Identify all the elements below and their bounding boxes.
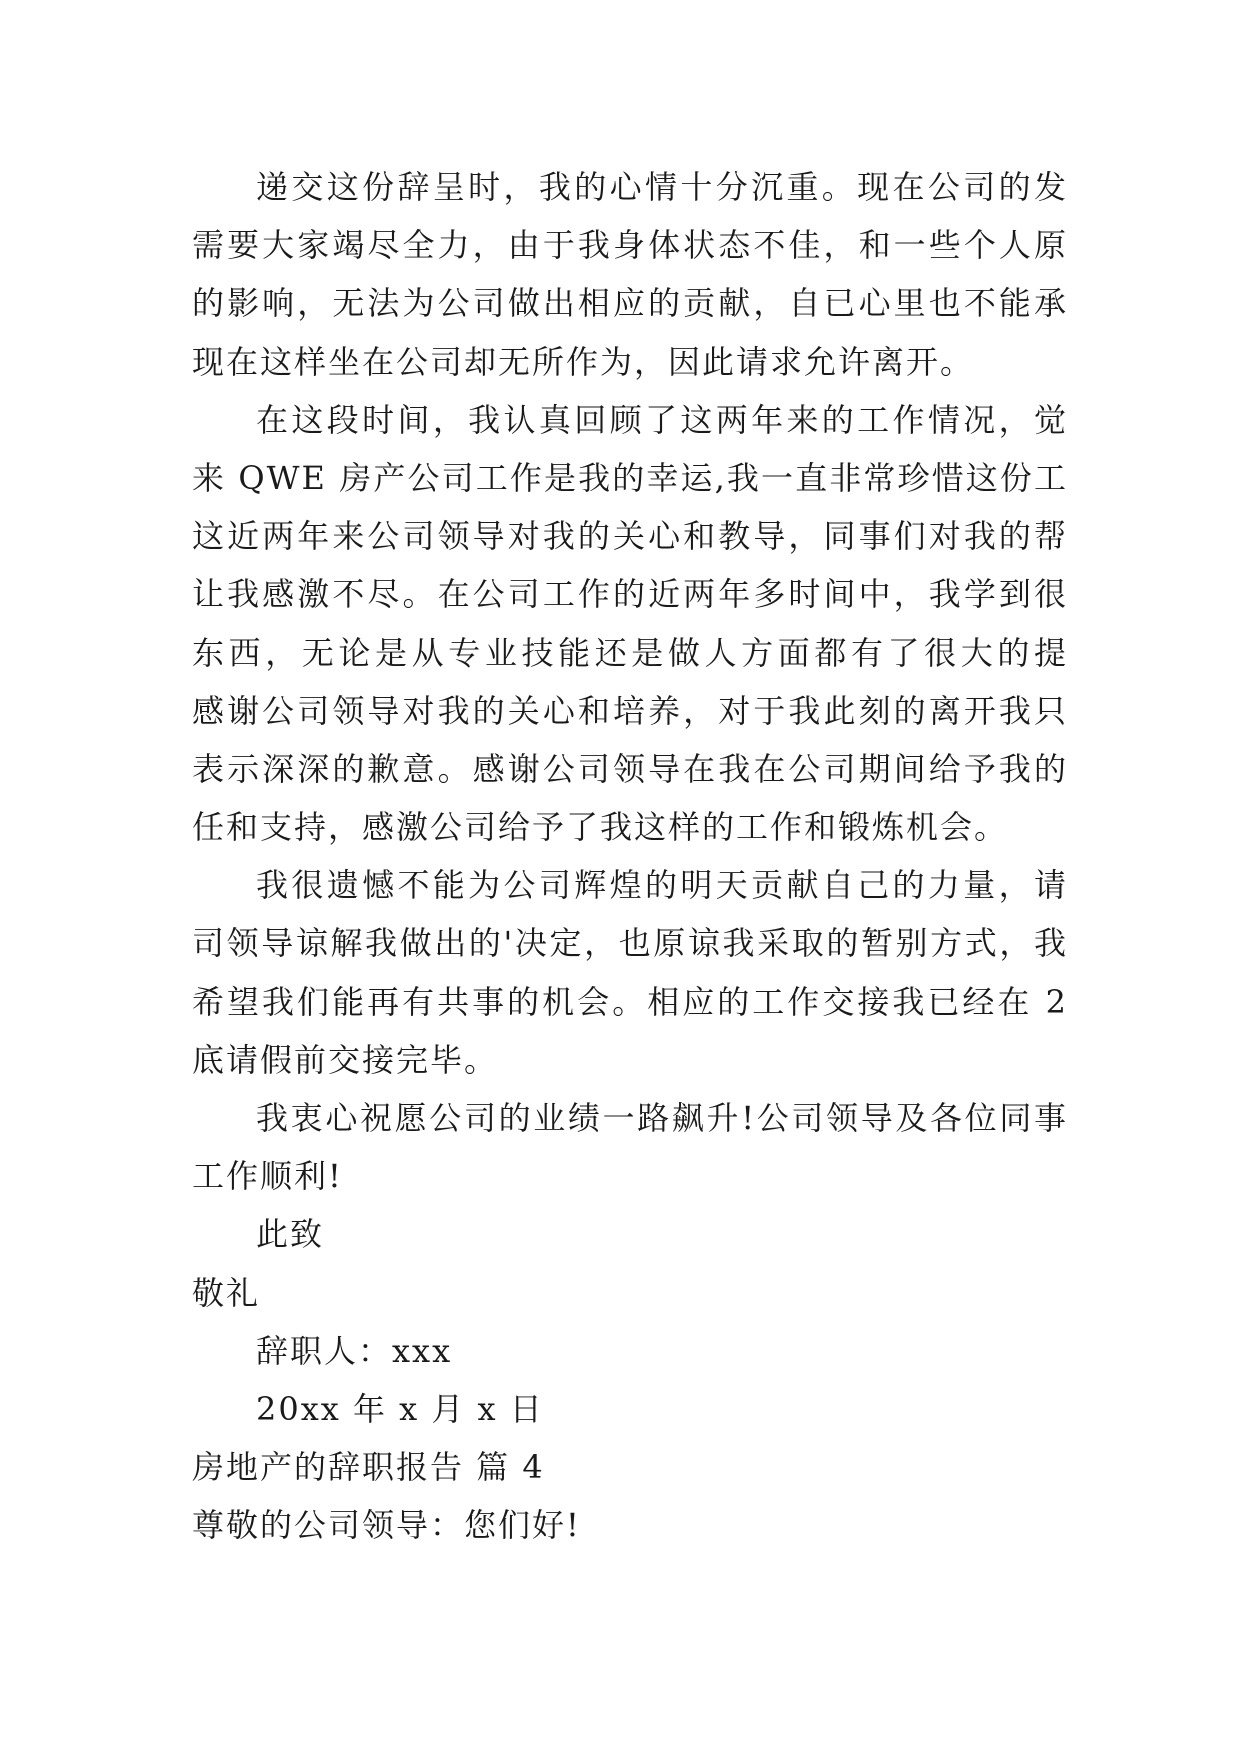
text-line: 感谢公司领导对我的关心和培养，对于我此刻的离开我只 xyxy=(192,691,1068,730)
text-line: 任和支持，感激公司给予了我这样的工作和锻炼机会。 xyxy=(192,808,1009,847)
text-line: 工作顺利! xyxy=(192,1157,343,1196)
text-line: 我衷心祝愿公司的业绩一路飙升!公司领导及各位同事 xyxy=(256,1099,1068,1137)
text-line: 司领导谅解我做出的'决定，也原谅我采取的暂别方式，我 xyxy=(192,924,1068,963)
text-line: 的影响，无法为公司做出相应的贡献，自已心里也不能承 xyxy=(192,284,1068,323)
text-line: 我很遗憾不能为公司辉煌的明天贡献自己的力量，请 xyxy=(256,866,1068,905)
greeting-line: 尊敬的公司领导：您们好! xyxy=(192,1506,581,1545)
text-line: 东西，无论是从专业技能还是做人方面都有了很大的提 xyxy=(192,633,1068,672)
closing-salutation: 此致 xyxy=(256,1215,325,1254)
text-line: 现在这样坐在公司却无所作为，因此请求允许离开。 xyxy=(192,342,975,381)
section-heading: 房地产的辞职报告 篇 4 xyxy=(192,1448,545,1487)
text-line: 让我感激不尽。在公司工作的近两年多时间中，我学到很 xyxy=(192,575,1068,614)
text-line: 递交这份辞呈时，我的心情十分沉重。现在公司的发 xyxy=(256,168,1068,206)
text-line: 希望我们能再有共事的机会。相应的工作交接我已经在 2 xyxy=(192,982,1068,1021)
document-body xyxy=(192,158,1068,1555)
text-line: 底请假前交接完毕。 xyxy=(192,1040,499,1079)
text-line: 来 QWE 房产公司工作是我的幸运,我一直非常珍惜这份工 xyxy=(192,458,1068,497)
date-line: 20xx 年 x 月 x 日 xyxy=(256,1389,544,1428)
signature-line: 辞职人：xxx xyxy=(256,1331,453,1370)
text-line: 需要大家竭尽全力，由于我身体状态不佳，和一些个人原 xyxy=(192,226,1068,265)
text-line: 表示深深的歉意。感谢公司领导在我在公司期间给予我的 xyxy=(192,749,1068,788)
text-line: 在这段时间，我认真回顾了这两年来的工作情况，觉 xyxy=(256,400,1068,439)
closing-regards: 敬礼 xyxy=(192,1273,261,1312)
text-line: 这近两年来公司领导对我的关心和教导，同事们对我的帮 xyxy=(192,517,1068,556)
